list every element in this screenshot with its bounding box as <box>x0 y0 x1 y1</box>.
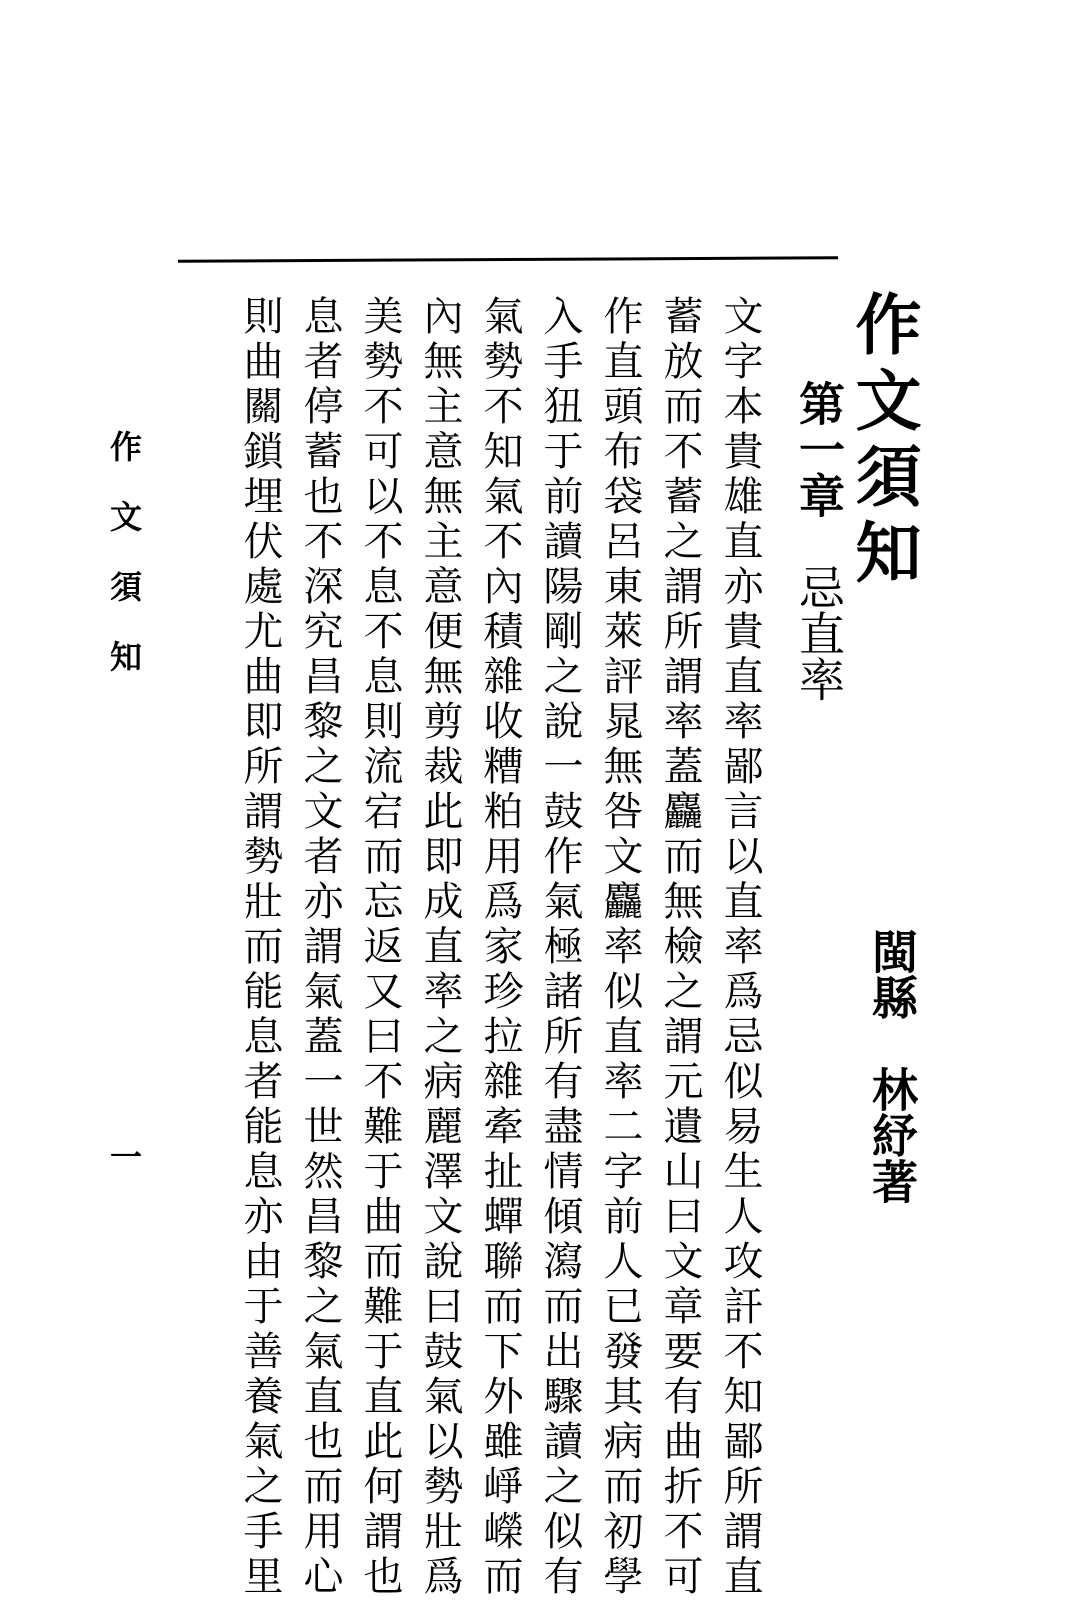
text-column: 文字本貴雄直亦貴直率鄙言以直率爲忌似易生人攻訐不知鄙所謂直 <box>717 295 763 1600</box>
text-column: 作直頭布袋呂東萊評晁無咎文麤率似直率二字前人已發其病而初學 <box>597 295 643 1600</box>
text-column: 氣勢不知氣不內積雜收糟粕用爲家珍拉雜牽扯蟬聯而下外雖崢嶸而 <box>477 295 523 1600</box>
text-column: 蓄放而不蓄之謂所謂率蓋麤而無檢之謂元遺山曰文章要有曲折不可 <box>657 295 703 1600</box>
header-rule <box>178 256 838 262</box>
text-column: 美勢不可以不息不息則流宕而忘返又曰不難于曲而難于直此何謂也 <box>357 295 403 1600</box>
page-number: 一 <box>105 1140 143 1172</box>
chapter-number: 第一章 <box>792 380 846 518</box>
text-column: 入手狃于前讀陽剛之說一鼓作氣極諸所有盡情傾瀉而出驟讀之似有 <box>537 295 583 1600</box>
chapter-title: 忌直率 <box>792 564 846 702</box>
text-column: 內無主意無主意便無剪裁此即成直率之病麗澤文說曰鼓氣以勢壯爲 <box>417 295 463 1600</box>
text-column: 則曲關鎖埋伏處尤曲即所謂勢壯而能息者能息亦由于善養氣之手里 <box>237 295 283 1600</box>
author-line: 閩縣 林紓著 <box>865 928 919 1204</box>
book-title: 作文須知 <box>844 290 922 594</box>
chapter-heading <box>792 380 846 702</box>
body-text <box>170 295 770 1600</box>
text-column: 息者停蓄也不深究昌黎之文者亦謂氣蓋一世然昌黎之氣直也而用心 <box>297 295 343 1600</box>
running-title: 作文須知 <box>105 430 143 710</box>
